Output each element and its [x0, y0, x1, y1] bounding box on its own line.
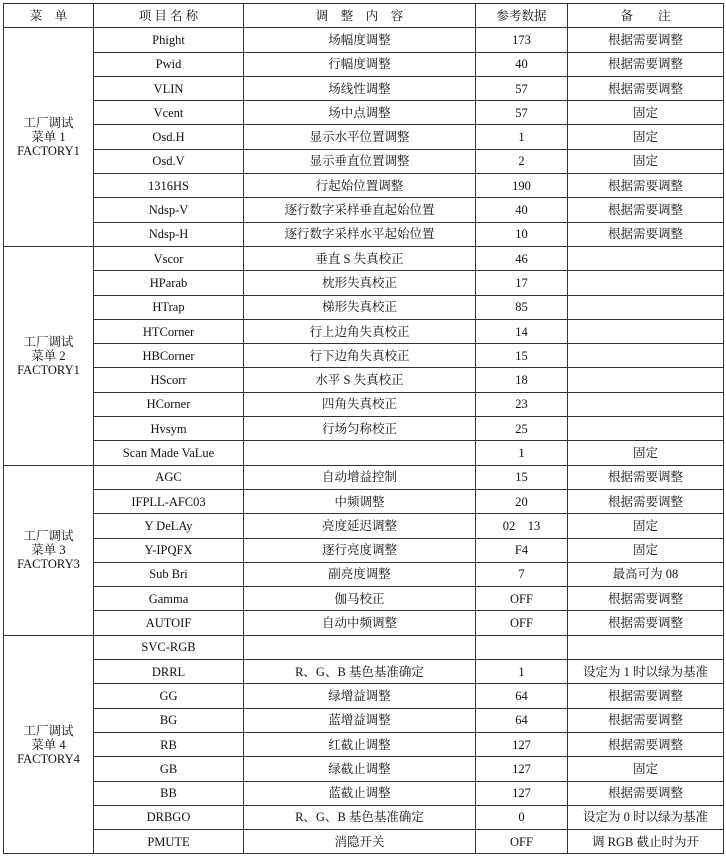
reference-value-cell: 17 [476, 271, 568, 295]
menu-label-line: FACTORY1 [17, 144, 80, 159]
reference-value-cell: 40 [476, 52, 568, 76]
adjustment-cell: 显示垂直位置调整 [244, 149, 476, 173]
item-name-cell: HParab [94, 271, 244, 295]
remark-cell [568, 392, 724, 416]
adjustment-cell: 副亮度调整 [244, 562, 476, 586]
adjustment-cell: 绿截止调整 [244, 757, 476, 781]
table-row [4, 781, 724, 805]
reference-value-cell: 57 [476, 101, 568, 125]
reference-value-cell [476, 635, 568, 659]
item-name-cell: BB [94, 781, 244, 805]
table-row [4, 125, 724, 149]
table-row [4, 246, 724, 270]
reference-value-cell: 2 [476, 149, 568, 173]
menu-label-line: 菜单 3 [31, 543, 66, 558]
adjustment-cell: 行下边角失真校正 [244, 344, 476, 368]
table-row [4, 28, 724, 52]
reference-value-cell: 18 [476, 368, 568, 392]
item-name-cell: SVC-RGB [94, 635, 244, 659]
reference-value-cell: 40 [476, 198, 568, 222]
factory-settings-table [3, 3, 724, 854]
reference-value-cell: 15 [476, 344, 568, 368]
reference-value-cell: 64 [476, 684, 568, 708]
table-row [4, 708, 724, 732]
adjustment-cell [244, 635, 476, 659]
remark-cell: 根据需要调整 [568, 781, 724, 805]
item-name-cell: Vscor [94, 246, 244, 270]
adjustment-cell: R、G、B 基色基准确定 [244, 805, 476, 829]
item-name-cell: BG [94, 708, 244, 732]
remark-cell: 根据需要调整 [568, 28, 724, 52]
table-row [4, 368, 724, 392]
remark-cell: 固定 [568, 757, 724, 781]
item-name-cell: Gamma [94, 587, 244, 611]
reference-value-cell: 1 [476, 441, 568, 465]
adjustment-cell: 蓝增益调整 [244, 708, 476, 732]
menu-group-cell [4, 635, 94, 854]
table-row [4, 52, 724, 76]
table-row [4, 198, 724, 222]
reference-value-cell: 46 [476, 246, 568, 270]
remark-cell: 根据需要调整 [568, 489, 724, 513]
reference-value-cell: OFF [476, 830, 568, 854]
item-name-cell: Ndsp-H [94, 222, 244, 246]
reference-value-cell: 85 [476, 295, 568, 319]
adjustment-cell: 场幅度调整 [244, 28, 476, 52]
remark-cell [568, 271, 724, 295]
reference-value-cell: 7 [476, 562, 568, 586]
header-remarks: 备 注 [568, 4, 724, 28]
remark-cell: 设定为 1 时以绿为基准 [568, 660, 724, 684]
adjustment-cell: 逐行数字采样水平起始位置 [244, 222, 476, 246]
table-row [4, 319, 724, 343]
item-name-cell: Hvsym [94, 417, 244, 441]
remark-cell [568, 368, 724, 392]
remark-cell: 根据需要调整 [568, 732, 724, 756]
table-row [4, 101, 724, 125]
menu-label-line: 工厂调试 [23, 723, 74, 738]
item-name-cell: PMUTE [94, 830, 244, 854]
reference-value-cell: 25 [476, 417, 568, 441]
remark-cell: 固定 [568, 441, 724, 465]
header-row [4, 4, 724, 28]
adjustment-cell: 绿增益调整 [244, 684, 476, 708]
remark-cell [568, 319, 724, 343]
item-name-cell: HScorr [94, 368, 244, 392]
remark-cell: 根据需要调整 [568, 198, 724, 222]
item-name-cell: Y-IPQFX [94, 538, 244, 562]
table-body [4, 28, 724, 854]
item-name-cell: Sub Bri [94, 562, 244, 586]
table-row [4, 441, 724, 465]
remark-cell: 根据需要调整 [568, 708, 724, 732]
adjustment-cell: 行幅度调整 [244, 52, 476, 76]
remark-cell [568, 344, 724, 368]
table-row [4, 757, 724, 781]
table-row [4, 732, 724, 756]
table-row [4, 174, 724, 198]
remark-cell [568, 635, 724, 659]
reference-value-cell: 173 [476, 28, 568, 52]
remark-cell: 根据需要调整 [568, 52, 724, 76]
remark-cell [568, 246, 724, 270]
remark-cell: 根据需要调整 [568, 222, 724, 246]
menu-group-cell [4, 246, 94, 465]
reference-value-cell: F4 [476, 538, 568, 562]
reference-value-cell: 1 [476, 660, 568, 684]
adjustment-cell: 中频调整 [244, 489, 476, 513]
adjustment-cell: 四角失真校正 [244, 392, 476, 416]
adjustment-cell: 蓝截止调整 [244, 781, 476, 805]
table-row [4, 635, 724, 659]
adjustment-cell: 枕形失真校正 [244, 271, 476, 295]
reference-value-cell: 23 [476, 392, 568, 416]
reference-value-cell: 64 [476, 708, 568, 732]
table-row [4, 149, 724, 173]
item-name-cell: 1316HS [94, 174, 244, 198]
item-name-cell: Phight [94, 28, 244, 52]
remark-cell: 根据需要调整 [568, 611, 724, 635]
reference-value-cell: 57 [476, 76, 568, 100]
table-row [4, 538, 724, 562]
remark-cell: 固定 [568, 538, 724, 562]
remark-cell: 根据需要调整 [568, 174, 724, 198]
table-row [4, 805, 724, 829]
remark-cell: 固定 [568, 125, 724, 149]
table-row [4, 684, 724, 708]
adjustment-cell: 行场匀称校正 [244, 417, 476, 441]
remark-cell [568, 417, 724, 441]
table-row [4, 465, 724, 489]
reference-value-cell: 20 [476, 489, 568, 513]
remark-cell: 根据需要调整 [568, 465, 724, 489]
item-name-cell: Osd.H [94, 125, 244, 149]
remark-cell: 固定 [568, 149, 724, 173]
table-row [4, 514, 724, 538]
reference-value-cell: 127 [476, 781, 568, 805]
table-row [4, 660, 724, 684]
menu-group-cell [4, 28, 94, 247]
table-row [4, 562, 724, 586]
reference-value-cell: 02 13 [476, 514, 568, 538]
menu-label-line: FACTORY4 [17, 751, 80, 766]
menu-label-line: FACTORY1 [17, 362, 80, 377]
header-item-name: 项 目 名 称 [94, 4, 244, 28]
remark-cell [568, 295, 724, 319]
remark-cell: 固定 [568, 514, 724, 538]
menu-label-line: 工厂调试 [23, 529, 74, 544]
item-name-cell: HTrap [94, 295, 244, 319]
item-name-cell: DRRL [94, 660, 244, 684]
menu-label-line: 工厂调试 [23, 334, 74, 349]
item-name-cell: DRBGO [94, 805, 244, 829]
adjustment-cell: 垂直 S 失真校正 [244, 246, 476, 270]
adjustment-cell: 场中点调整 [244, 101, 476, 125]
table-row [4, 222, 724, 246]
reference-value-cell: 190 [476, 174, 568, 198]
adjustment-cell: 行起始位置调整 [244, 174, 476, 198]
item-name-cell: HCorner [94, 392, 244, 416]
reference-value-cell: 127 [476, 732, 568, 756]
table-row [4, 611, 724, 635]
remark-cell: 根据需要调整 [568, 76, 724, 100]
table-row [4, 76, 724, 100]
item-name-cell: IFPLL-AFC03 [94, 489, 244, 513]
item-name-cell: Pwid [94, 52, 244, 76]
reference-value-cell: 0 [476, 805, 568, 829]
remark-cell: 设定为 0 时以绿为基准 [568, 805, 724, 829]
header-menu: 菜 单 [4, 4, 94, 28]
adjustment-cell [244, 441, 476, 465]
item-name-cell: Osd.V [94, 149, 244, 173]
table-row [4, 392, 724, 416]
adjustment-cell: 自动中频调整 [244, 611, 476, 635]
header-adjustment: 调 整 内 容 [244, 4, 476, 28]
adjustment-cell: 自动增益控制 [244, 465, 476, 489]
table-row [4, 417, 724, 441]
table-header [4, 4, 724, 28]
menu-label-line: 菜单 4 [31, 737, 66, 752]
remark-cell: 根据需要调整 [568, 684, 724, 708]
adjustment-cell: 显示水平位置调整 [244, 125, 476, 149]
reference-value-cell: OFF [476, 611, 568, 635]
remark-cell: 根据需要调整 [568, 587, 724, 611]
item-name-cell: RB [94, 732, 244, 756]
menu-group-cell [4, 465, 94, 635]
reference-value-cell: 10 [476, 222, 568, 246]
table-row [4, 587, 724, 611]
header-reference-data: 参考数据 [476, 4, 568, 28]
reference-value-cell: 127 [476, 757, 568, 781]
item-name-cell: GG [94, 684, 244, 708]
adjustment-cell: 伽马校正 [244, 587, 476, 611]
adjustment-cell: 行上边角失真校正 [244, 319, 476, 343]
remark-cell: 固定 [568, 101, 724, 125]
adjustment-cell: 消隐开关 [244, 830, 476, 854]
item-name-cell: AUTOIF [94, 611, 244, 635]
adjustment-cell: 逐行数字采样垂直起始位置 [244, 198, 476, 222]
item-name-cell: Y DeLAy [94, 514, 244, 538]
item-name-cell: GB [94, 757, 244, 781]
reference-value-cell: 15 [476, 465, 568, 489]
table-row [4, 344, 724, 368]
item-name-cell: Scan Made VaLue [94, 441, 244, 465]
adjustment-cell: 亮度延迟调整 [244, 514, 476, 538]
adjustment-cell: 水平 S 失真校正 [244, 368, 476, 392]
table-row [4, 271, 724, 295]
menu-label-line: 工厂调试 [23, 116, 74, 131]
item-name-cell: HBCorner [94, 344, 244, 368]
item-name-cell: AGC [94, 465, 244, 489]
remark-cell: 调 RGB 截止时为开 [568, 830, 724, 854]
item-name-cell: Vcent [94, 101, 244, 125]
adjustment-cell: 红截止调整 [244, 732, 476, 756]
item-name-cell: VLIN [94, 76, 244, 100]
menu-label-line: 菜单 1 [31, 130, 66, 145]
adjustment-cell: 梯形失真校正 [244, 295, 476, 319]
adjustment-cell: 逐行亮度调整 [244, 538, 476, 562]
remark-cell: 最高可为 08 [568, 562, 724, 586]
reference-value-cell: 1 [476, 125, 568, 149]
table-row [4, 830, 724, 854]
reference-value-cell: OFF [476, 587, 568, 611]
table-row [4, 489, 724, 513]
item-name-cell: Ndsp-V [94, 198, 244, 222]
reference-value-cell: 14 [476, 319, 568, 343]
menu-label-line: 菜单 2 [31, 348, 66, 363]
adjustment-cell: R、G、B 基色基准确定 [244, 660, 476, 684]
adjustment-cell: 场线性调整 [244, 76, 476, 100]
table-row [4, 295, 724, 319]
item-name-cell: HTCorner [94, 319, 244, 343]
menu-label-line: FACTORY3 [17, 557, 80, 572]
